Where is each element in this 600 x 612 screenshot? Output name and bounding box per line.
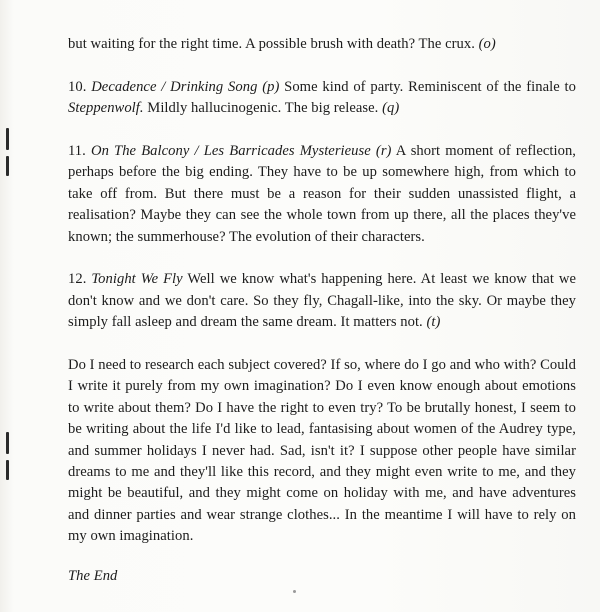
paragraph-reflection — [68, 355, 576, 548]
paragraph-track-12 — [68, 269, 576, 333]
track-title: On The Balcony / Les Barricades Mysterieuse (r) — [90, 143, 392, 159]
paragraph-text: Mildly hallucinogenic. The big release. — [147, 100, 379, 117]
binding-mark-bottom-1 — [6, 432, 9, 454]
reference-mark: (q) — [382, 100, 400, 117]
track-number: 11. — [68, 143, 86, 159]
track-number: 10. — [68, 78, 87, 95]
binding-mark-top-1 — [6, 128, 9, 150]
track-number: 12. — [68, 271, 87, 288]
paragraph-continuation — [68, 34, 576, 55]
reference-mark: (o) — [478, 36, 496, 52]
paragraph-text: Well we know what's happening here. At least we know that we don't know and we don't care. So they fly, Chagall-like, into the sky. Or maybe they simply fall asleep and dream the same dream. It matters not. — [68, 271, 576, 331]
paragraph-track-10 — [68, 77, 576, 120]
paragraph-text: Some kind of party. Reminiscent of the finale to — [284, 78, 576, 95]
paragraph-text: Do I need to research each subject covered? If so, where do I go and who with? Could I write it purely from my own imagination? Do I even know enough about emotions to write about them? Do I have the right to even try? To be brutally honest, I seem to be writing about the life I'd like to lead, fantasising about women of the Audrey type, and summer holidays I never had. Sad, isn't it? I suppose other people have similar dreams to me and they'll like this record, and they might even write to me, and they might be beautiful, and they might come on holiday with me, and have adventures and dinner parties and wear strange clothes... In the meantime I will have to rely on my own imagination. — [68, 357, 576, 545]
track-title: Decadence / Drinking Song (p) — [91, 78, 280, 95]
end-marker: The End — [68, 567, 118, 584]
paragraph-track-11 — [68, 141, 576, 248]
paragraph-text: A short moment of reflection, perhaps before the big ending. They have to be up somewhere high, from which to take off from. But there must be a reason for their sudden unassisted flight, a realisation? Maybe they can see the whole town from up there, all the places they've known; the summerhouse? The evolution of their characters. — [68, 143, 576, 245]
book-title: Steppenwolf. — [68, 100, 144, 117]
binding-mark-bottom-2 — [6, 460, 9, 480]
document-body — [68, 34, 576, 602]
track-title: Tonight We Fly — [91, 271, 183, 288]
paragraph-text: but waiting for the right time. A possible brush with death? The crux. — [68, 36, 475, 52]
reference-mark: (t) — [426, 314, 441, 331]
binding-mark-top-2 — [6, 156, 9, 176]
